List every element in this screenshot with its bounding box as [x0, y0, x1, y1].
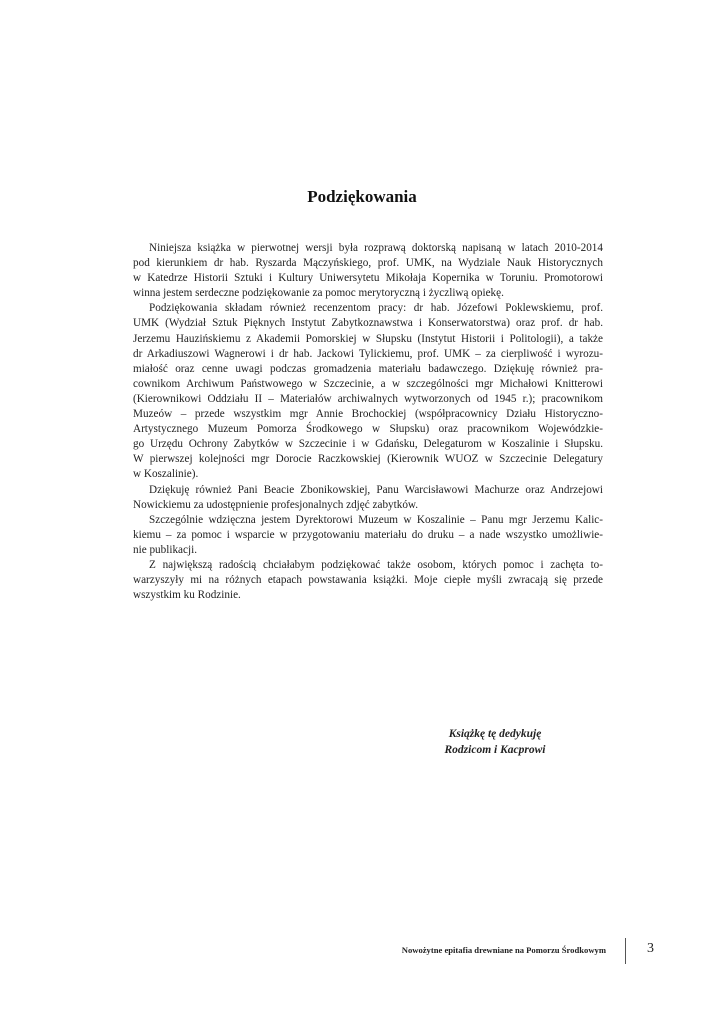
page-title: Podziękowania [307, 187, 417, 206]
text-line: w Koszalinie). [133, 468, 199, 481]
text-line: Muzeów – przede wszystkim mgr Annie Brochockiej (współpracownicy Działu Historyczno- [133, 408, 603, 421]
footer-book-title: Nowożytne epitafia drewniane na Pomorzu Środkowym [401, 945, 606, 955]
paragraph [133, 301, 603, 482]
text-line: winna jestem serdeczne podziękowanie za pomoc merytoryczną i życzliwą opiekę. [133, 287, 504, 300]
text-line: W pierwszej kolejności mgr Dorocie Raczkowskiej (Kierownik WUOZ w Szczecinie Delegatury [133, 453, 603, 466]
dedication-line: Książkę tę dedykuję [448, 728, 542, 740]
dedication-line: Rodzicom i Kacprowi [444, 744, 546, 756]
running-footer [360, 938, 664, 964]
paragraph [133, 513, 603, 558]
text-line: w Katedrze Historii Sztuki i Kultury Uniwersytetu Mikołaja Kopernika w Toruniu. Promotorowi [133, 272, 603, 285]
text-line: Niniejsza książka w pierwotnej wersji była rozprawą doktorską napisaną w latach 2010-2014 [149, 242, 603, 254]
text-line: UMK (Wydział Sztuk Pięknych Instytut Zabytkoznawstwa i Konserwatorstwa) oraz prof. dr hab. [133, 317, 603, 330]
text-line: kiemu – za pomoc i wsparcie w przygotowaniu materiału do druku – a nade wszystko umożliwie- [133, 528, 603, 541]
page-number: 3 [647, 941, 654, 956]
text-line: warzyszyły mi na różnych etapach powstawania książki. Moje ciepłe myśli zwracają się przede [133, 574, 603, 587]
text-line: Artystycznego Muzeum Pomorza Środkowego w Słupsku) oraz pracownikom Wojewódzkie- [133, 423, 603, 436]
text-line: Szczególnie wdzięczna jestem Dyrektorowi Muzeum w Koszalinie – Panu mgr Jerzemu Kalic- [149, 513, 603, 526]
dedication [410, 726, 580, 758]
text-line: Nowickiemu za udostępnienie profesjonalnych zdjęć zabytków. [133, 498, 419, 511]
text-line: Jerzemu Hauzińskiemu z Akademii Pomorskiej w Słupsku (Instytut Historii i Politologii), a także [133, 332, 603, 345]
text-line: pod kierunkiem dr hab. Ryszarda Mączyńskiego, prof. UMK, na Wydziale Nauk Historycznych [133, 257, 603, 270]
text-line: go Urzędu Ochrony Zabytków w Szczecinie i w Gdańsku, Delegaturom w Koszalinie i Słupsku. [133, 438, 603, 451]
text-line: dr Arkadiuszowi Wagnerowi i dr hab. Jackowi Tylickiemu, prof. UMK – za cierpliwość i wyrozu- [133, 347, 603, 360]
text-line: Dziękuję również Pani Beacie Zbonikowskiej, Panu Warcisławowi Machurze oraz Andrzejowi [149, 483, 603, 496]
footer-divider [625, 938, 626, 964]
paragraph [133, 558, 603, 603]
acknowledgements-body [133, 241, 603, 603]
text-line: Z największą radością chciałabym podziękować także osobom, których pomoc i zachęta to- [149, 558, 603, 571]
paragraph [133, 241, 603, 301]
text-line: (Kierownikowi Oddziału II – Materiałów archiwalnych wytworzonych od 1945 r.); pracownikom [133, 392, 603, 405]
paragraph [133, 483, 603, 513]
text-line: nie publikacji. [133, 543, 198, 556]
text-line: Podziękowania składam również recenzentom pracy: dr hab. Józefowi Poklewskiemu, prof. [149, 302, 603, 315]
text-line: miałość oraz cenne uwagi podczas gromadzenia materiału badawczego. Dziękuję również pra- [133, 362, 603, 375]
text-line: cownikom Archiwum Państwowego w Szczecinie, a w szczególności mgr Michałowi Knitterowi [133, 377, 603, 390]
text-line: wszystkim ku Rodzinie. [133, 589, 241, 602]
